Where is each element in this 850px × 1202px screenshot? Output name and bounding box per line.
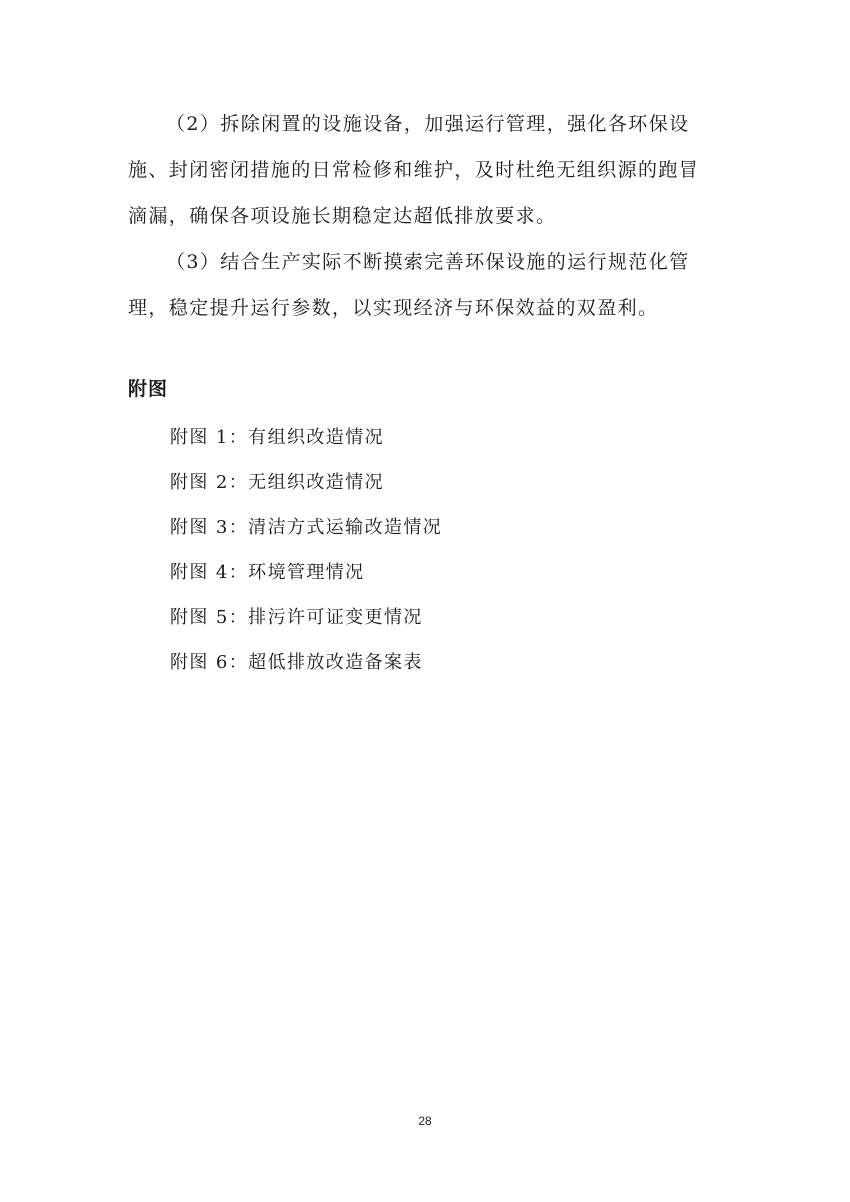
body-text [128, 101, 718, 331]
appendix-heading: 附图 [128, 378, 169, 400]
appendix-list [170, 415, 442, 685]
page-number: 28 [418, 1114, 432, 1128]
appendix-item-1: 附图 1：有组织改造情况 [170, 427, 384, 448]
appendix-item-5: 附图 5：排污许可证变更情况 [170, 607, 423, 628]
appendix-item-3: 附图 3：清洁方式运输改造情况 [170, 517, 443, 538]
appendix-item-6: 附图 6：超低排放改造备案表 [170, 652, 423, 673]
paragraph-3: （3）结合生产实际不断摸索完善环保设施的运行规范化管理，稳定提升运行参数，以实现经济与环保效益的双盈利。 [128, 251, 690, 319]
paragraph-2: （2）拆除闲置的设施设备，加强运行管理，强化各环保设施、封闭密闭措施的日常检修和维护，及时杜绝无组织源的跑冒滴漏，确保各项设施长期稳定达超低排放要求。 [128, 113, 700, 227]
appendix-item-2: 附图 2：无组织改造情况 [170, 472, 384, 493]
appendix-item-4: 附图 4：环境管理情况 [170, 562, 365, 583]
